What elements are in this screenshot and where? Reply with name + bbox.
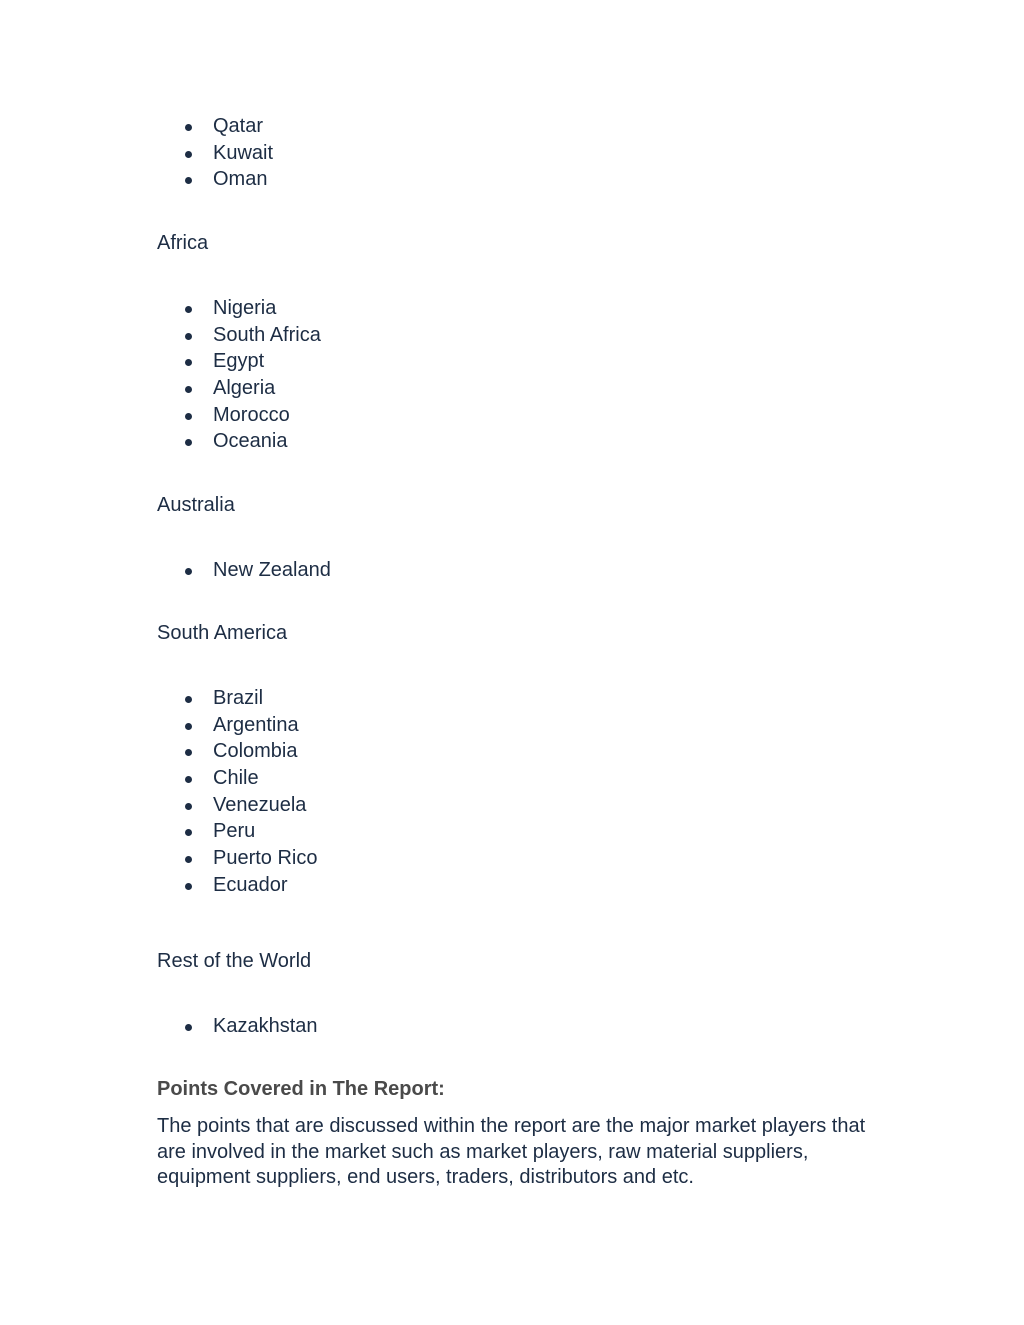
list-item: New Zealand [0,557,331,584]
australia-list [0,557,331,584]
bullet-icon [185,723,192,730]
list-item: Oceania [0,428,321,455]
list-item: Morocco [0,402,321,429]
bullet-icon [185,124,192,131]
list-item: Peru [0,818,318,845]
middle-east-list [0,113,273,193]
list-item: Egypt [0,348,321,375]
list-item: Kuwait [0,140,273,167]
bullet-icon [185,1024,192,1031]
list-item: Venezuela [0,792,318,819]
bullet-icon [185,749,192,756]
africa-heading: Africa [157,232,209,254]
bullet-icon [185,568,192,575]
bullet-icon [185,776,192,783]
list-item: Chile [0,765,318,792]
bullet-icon [185,306,192,313]
list-item: Brazil [0,685,318,712]
list-item: South Africa [0,322,321,349]
bullet-icon [185,829,192,836]
list-item: Qatar [0,113,273,140]
rest-of-world-list [0,1013,318,1040]
bullet-icon [185,359,192,366]
list-item: Argentina [0,712,318,739]
africa-list [0,295,321,455]
bullet-icon [185,177,192,184]
bullet-icon [185,856,192,863]
bullet-icon [185,803,192,810]
south-america-list [0,685,318,899]
list-item: Puerto Rico [0,845,318,872]
list-item: Nigeria [0,295,321,322]
list-item: Oman [0,166,273,193]
bullet-icon [185,439,192,446]
bullet-icon [185,333,192,340]
bullet-icon [185,696,192,703]
bullet-icon [185,386,192,393]
bullet-icon [185,883,192,890]
list-item: Algeria [0,375,321,402]
list-item: Colombia [0,738,318,765]
bullet-icon [185,151,192,158]
report-section-title: Points Covered in The Report: [157,1078,445,1100]
report-paragraph: The points that are discussed within the report are the major market players that are involved in the market such as market players, raw material suppliers, equipment suppliers, end users, traders, distributors and etc. [157,1115,866,1188]
list-item: Kazakhstan [0,1013,318,1040]
australia-heading: Australia [157,494,235,516]
south-america-heading: South America [157,622,288,644]
list-item: Ecuador [0,872,318,899]
rest-of-world-heading: Rest of the World [157,950,312,972]
bullet-icon [185,413,192,420]
